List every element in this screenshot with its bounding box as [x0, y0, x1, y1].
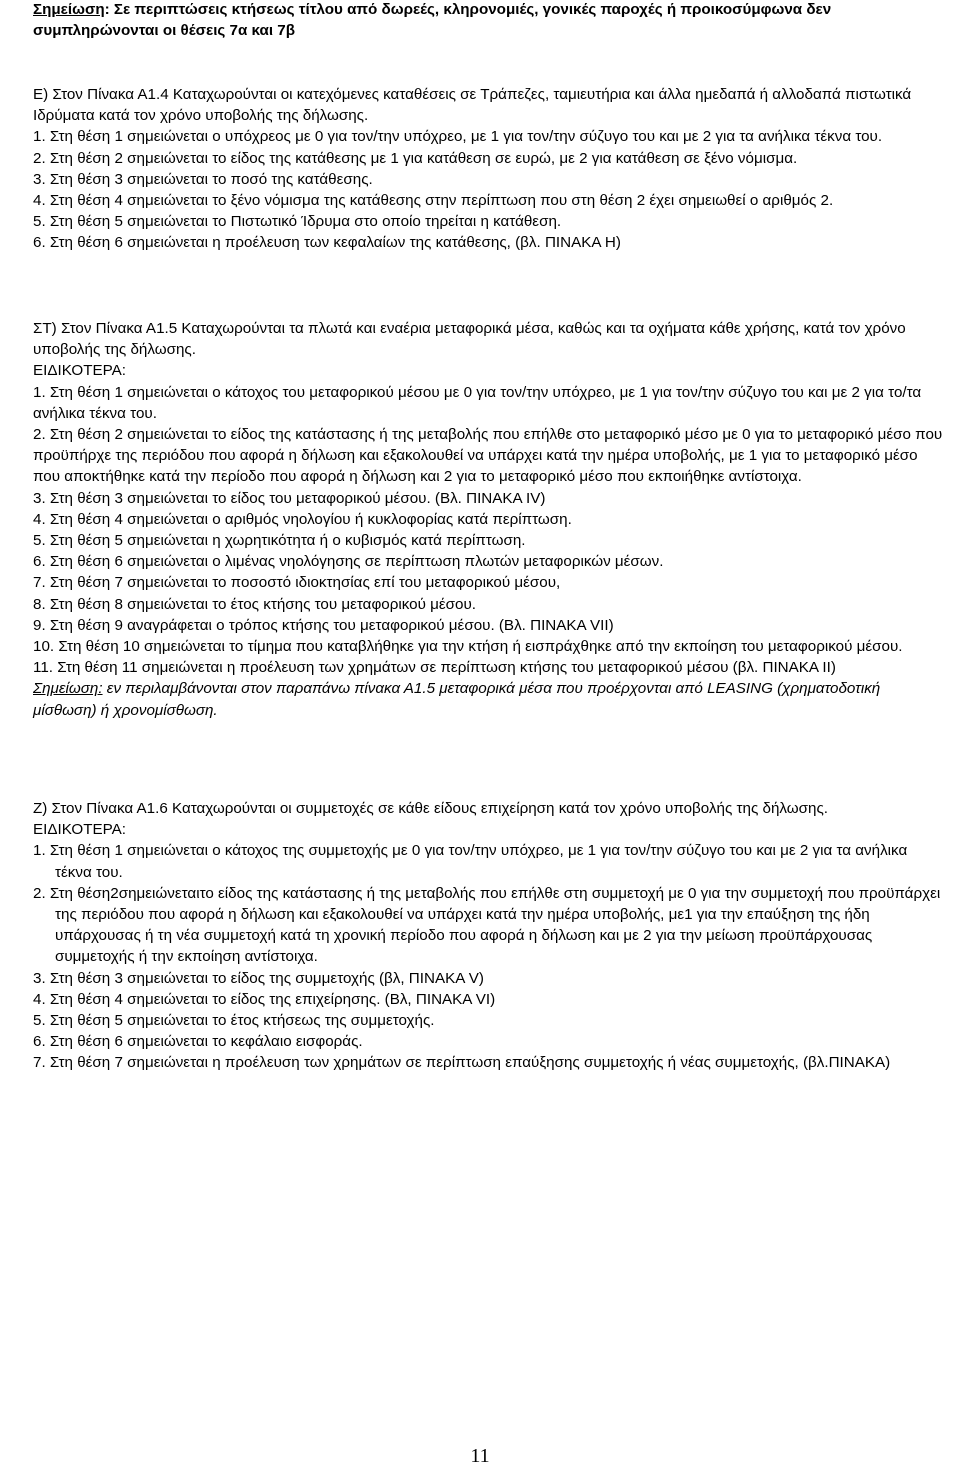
- section-st-item-7: 7. Στη θέση 7 σημειώνεται το ποσοστό ιδιοκτησίας επί του μεταφορικού μέσου,: [33, 574, 561, 592]
- section-st-note-label: Σημείωση:: [33, 680, 103, 698]
- section-z-item-1: 1. Στη θέση 1 σημειώνεται ο κάτοχος της συμμετοχής με 0 για τον/την υπόχρεο, με 1 για τον/την σύζυγο του και με 2 για τα ανήλικα τέκνα του.: [33, 842, 908, 881]
- page-number: 11: [470, 1445, 490, 1467]
- section-z-item-5: 5. Στη θέση 5 σημειώνεται το έτος κτήσεως της συμμετοχής.: [33, 1012, 435, 1030]
- section-z-item-7: 7. Στη θέση 7 σημειώνεται η προέλευση των χρημάτων σε περίπτωση επαύξησης συμμετοχής ή νέας συμμετοχής, (βλ.ΠΙΝΑΚΑ): [33, 1054, 891, 1072]
- section-e-item-4: 4. Στη θέση 4 σημειώνεται το ξένο νόμισμα της κατάθεσης στην περίπτωση που στη θέση 2 έχει σημειωθεί ο αριθμός 2.: [33, 192, 834, 210]
- note-top: [33, 0, 913, 41]
- section-st-item-9: 9. Στη θέση 9 αναγράφεται ο τρόπος κτήσης του μεταφορικού μέσου. (Βλ. ΠΙΝΑΚΑ VII): [33, 616, 614, 634]
- section-z: [33, 798, 945, 1074]
- section-st-item-11: 11. Στη θέση 11 σημειώνεται η προέλευση των χρημάτων σε περίπτωση κτήσης του μεταφορικού μέσου (βλ. ΠΙΝΑΚΑ ΙΙ): [33, 659, 836, 677]
- section-e-intro: Ε) Στον Πίνακα Α1.4 Καταχωρούνται οι κατεχόμενες καταθέσεις σε Τράπεζες, ταμιευτήρια και άλλα ημεδαπά ή αλλοδαπά πιστωτικά Ιδρύματα κατά τον χρόνο υποβολής της δήλωσης.: [33, 86, 912, 125]
- section-st-note: [33, 678, 945, 720]
- section-z-item-4: 4. Στη θέση 4 σημειώνεται το είδος της επιχείρησης. (Βλ, ΠΙΝΑΚΑ VI): [33, 990, 496, 1008]
- note-text: : Σε περιπτώσεις κτήσεως τίτλου από δωρεές, κληρονομιές, γονικές παροχές ή προικοσύμφωνα δεν συμπληρώνονται οι θέσεις 7α και 7β: [33, 1, 832, 40]
- section-st-item-6: 6. Στη θέση 6 σημειώνεται ο λιμένας νηολόγησης σε περίπτωση πλωτών μεταφορικών μέσων.: [33, 553, 664, 571]
- section-st-item-5: 5. Στη θέση 5 σημειώνεται η χωρητικότητα ή ο κυβισμός κατά περίπτωση.: [33, 532, 526, 550]
- section-z-specifically: ΕΙΔΙΚΟΤΕΡΑ:: [33, 821, 126, 839]
- section-e-item-2: 2. Στη θέση 2 σημειώνεται το είδος της κατάθεσης με 1 για κατάθεση σε ευρώ, με 2 για κατάθεση σε ξένο νόμισμα.: [33, 149, 798, 167]
- section-z-intro: Ζ) Στον Πίνακα Α1.6 Καταχωρούνται οι συμμετοχές σε κάθε είδους επιχείρηση κατά τον χρόνο υποβολής της δήλωσης.: [33, 800, 828, 817]
- section-st-item-3: 3. Στη θέση 3 σημειώνεται το είδος του μεταφορικού μέσου. (Βλ. ΠΙΝΑΚΑ IV): [33, 489, 546, 507]
- section-e-item-1: 1. Στη θέση 1 σημειώνεται ο υπόχρεος με 0 για τον/την υπόχρεο, με 1 για τον/την σύζυγο του και με 2 για τα ανήλικα τέκνα του.: [33, 128, 883, 146]
- section-e: [33, 84, 945, 254]
- section-st-intro: ΣΤ) Στον Πίνακα Α1.5 Καταχωρούνται τα πλωτά και εναέρια μεταφορικά μέσα, καθώς και τα οχήματα κάθε χρήσης, κατά τον χρόνο υποβολής της δήλωσης.: [33, 320, 906, 359]
- section-z-item-2: 2. Στη θέση2σημειώνεταιτο είδος της κατάστασης ή της μεταβολής που επήλθε στη συμμετοχή με 0 για την συμμετοχή που προϋπάρχει της περιόδου που αφορά η δήλωση και εξακολουθεί να υπάρχει κατά την ημέρα υποβολής, με1 για την επαύξηση της ήδη υπάρχουσας ή τη νέα συμμετοχή κατά τη χρονική περίοδο που αφορά η δήλωση και με 2 για την μείωση προϋπάρχουσας συμμετοχής ή την εκποίηση αντίστοιχα.: [33, 884, 941, 966]
- note-label: Σημείωση: [33, 1, 105, 18]
- section-st: [33, 318, 945, 721]
- section-e-item-6: 6. Στη θέση 6 σημειώνεται η προέλευση των κεφαλαίων της κατάθεσης, (βλ. ΠΙΝΑΚΑ Η): [33, 234, 621, 252]
- section-z-item-3: 3. Στη θέση 3 σημειώνεται το είδος της συμμετοχής (βλ, ΠΙΝΑΚΑ V): [33, 969, 484, 987]
- section-st-note-text: εν περιλαμβάνονται στον παραπάνω πίνακα Α1.5 μεταφορικά μέσα που προέρχονται από LEASING (χρηματοδοτική μίσθωση) ή χρονομίσθωση.: [33, 680, 881, 719]
- section-st-item-2: 2. Στη θέση 2 σημειώνεται το είδος της κατάστασης ή της μεταβολής που επήλθε στο μεταφορικό μέσο με 0 για το μεταφορικό μέσο που προϋπήρχε της περιόδου που αφορά η δήλωση και εξακολουθεί να υπάρχει κατά την ημέρα υποβολής, με 1 για το μεταφορικό μέσο που αποκτήθηκε κατά την περίοδο που αφορά η δήλωση και 2 για το μεταφορικό μέσο που εκποιήθηκε αντίστοιχα.: [33, 426, 943, 486]
- section-st-specifically: ΕΙΔΙΚΟΤΕΡΑ:: [33, 362, 126, 380]
- section-e-item-5: 5. Στη θέση 5 σημειώνεται το Πιστωτικό Ίδρυμα στο οποίο τηρείται η κατάθεση.: [33, 213, 562, 231]
- note-paragraph: [33, 0, 913, 41]
- section-e-item-3: 3. Στη θέση 3 σημειώνεται το ποσό της κατάθεσης.: [33, 170, 373, 188]
- section-st-item-1: 1. Στη θέση 1 σημειώνεται ο κάτοχος του μεταφορικού μέσου με 0 για τον/την υπόχρεο, με 1 για τον/την σύζυγο του και με 2 για το/τα ανήλικα τέκνα του.: [33, 383, 922, 422]
- section-st-item-8: 8. Στη θέση 8 σημειώνεται το έτος κτήσης του μεταφορικού μέσου.: [33, 595, 477, 613]
- section-z-item-6: 6. Στη θέση 6 σημειώνεται το κεφάλαιο εισφοράς.: [33, 1033, 363, 1051]
- section-st-item-4: 4. Στη θέση 4 σημειώνεται ο αριθμός νηολογίου ή κυκλοφορίας κατά περίπτωση.: [33, 510, 572, 528]
- section-st-item-10: 10. Στη θέση 10 σημειώνεται το τίμημα που καταβλήθηκε για την κτήση ή εισπράχθηκε από την εκποίηση του μεταφορικού μέσου.: [33, 638, 903, 656]
